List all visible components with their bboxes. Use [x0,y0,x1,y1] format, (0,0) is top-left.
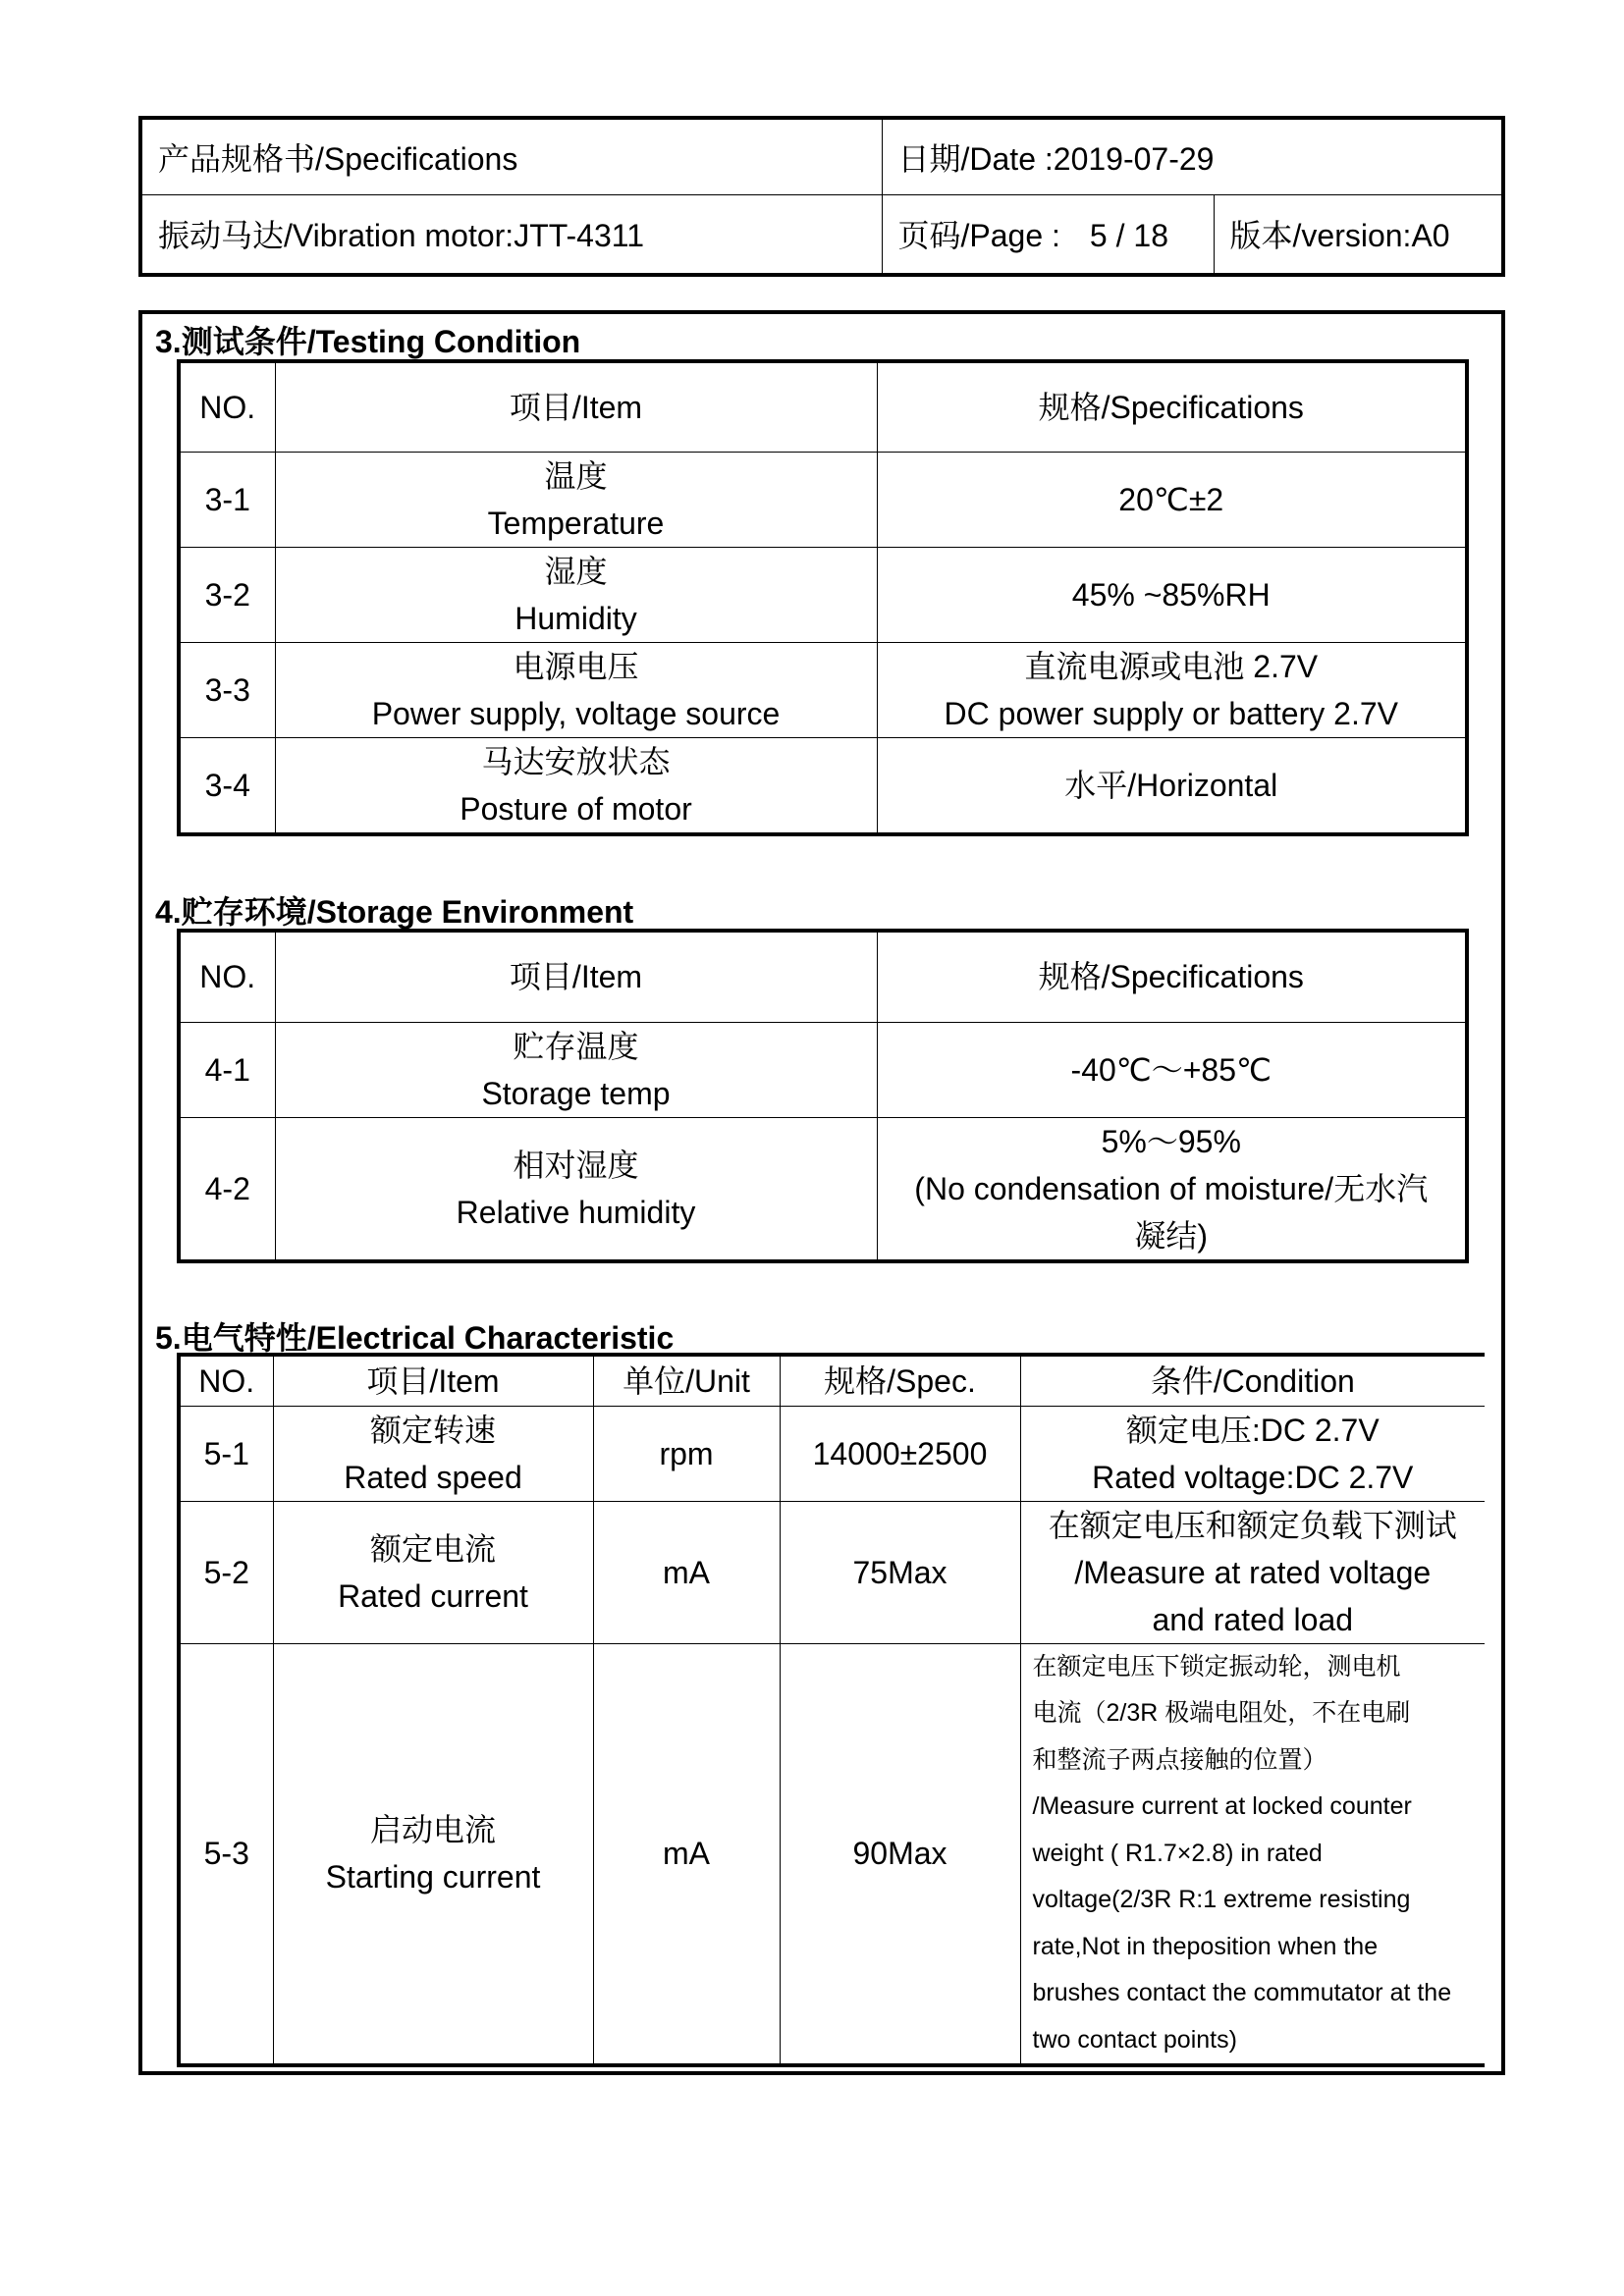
item-en: Posture of motor [460,790,692,827]
item-en: Storage temp [481,1075,671,1111]
condition-line: 电流（2/3R 极端电阻处，不在电刷 [1032,1699,1411,1727]
row-no: 3-4 [179,737,275,834]
column-header-unit: 单位/Unit [593,1355,780,1406]
row-no: 3-2 [179,547,275,642]
item-cn: 启动电流 [369,1812,496,1848]
column-header-no: NO. [179,1355,273,1406]
condition-line: 额定电压:DC 2.7V [1125,1412,1380,1448]
row-item [275,737,877,834]
item-cn: 额定电流 [369,1530,496,1567]
row-spec: 14000±2500 [780,1406,1020,1501]
row-item [275,1022,877,1117]
page-label: 页码/Page : [897,218,1060,254]
table-header-row [179,1355,1485,1406]
condition-line: voltage(2/3R R:1 extreme resisting [1032,1886,1411,1913]
item-en: Temperature [487,505,665,541]
table-row [179,547,1467,642]
item-en: Humidity [514,600,637,636]
spec-line: 凝结) [1134,1217,1209,1254]
row-no: 3-3 [179,642,275,737]
item-en: Power supply, voltage source [371,695,781,731]
electrical-characteristic-table [177,1353,1485,2067]
item-cn: 马达安放状态 [481,743,671,779]
column-header-spec: 规格/Specifications [877,931,1467,1022]
condition-line: brushes contact the commutator at the [1032,1979,1452,2006]
row-spec [877,1117,1467,1261]
row-condition [1020,1501,1485,1643]
row-item [273,1501,593,1643]
row-item [275,642,877,737]
table-row [179,1406,1485,1501]
spec-line: 直流电源或电池 2.7V [1024,648,1319,684]
item-cn: 电源电压 [513,648,639,684]
table-row [179,1117,1467,1261]
row-condition [1020,1643,1485,2065]
table-row [179,1643,1485,2065]
table-header-row [179,931,1467,1022]
spec-line: DC power supply or battery 2.7V [944,695,1398,731]
row-no: 5-2 [179,1501,273,1643]
document-version: 版本/version:A0 [1214,194,1503,275]
condition-line: 在额定电压下锁定振动轮，测电机 [1032,1652,1401,1681]
condition-line: 在额定电压和额定负载下测试 [1048,1507,1457,1543]
product-name: 振动马达/Vibration motor:JTT-4311 [140,194,882,275]
row-spec: 90Max [780,1643,1020,2065]
row-item [275,1117,877,1261]
section-title-storage [155,887,633,933]
section-title-en: /Storage Environment [306,894,634,930]
page-number [882,194,1214,275]
row-no: 4-2 [179,1117,275,1261]
item-cn: 相对湿度 [513,1147,639,1183]
table-row [179,642,1467,737]
row-item [273,1643,593,2065]
row-spec: 水平/Horizontal [877,737,1467,834]
row-item [275,452,877,547]
document-header [138,116,1505,277]
row-spec: 45% ~85%RH [877,547,1467,642]
column-header-item: 项目/Item [275,361,877,452]
item-en: Rated current [338,1577,528,1614]
item-cn: 额定转速 [369,1412,496,1448]
spec-line: 5%～95% [1101,1123,1241,1159]
row-item [275,547,877,642]
document-date: 日期/Date :2019-07-29 [882,118,1503,194]
row-unit: mA [593,1643,780,2065]
table-row [179,452,1467,547]
row-spec: -40℃～+85℃ [877,1022,1467,1117]
spec-line: (No condensation of moisture/无水汽 [914,1170,1429,1206]
section-title-cn: 电气特性 [181,1319,307,1357]
column-header-item: 项目/Item [275,931,877,1022]
section-title-cn: 贮存环境 [181,893,307,931]
condition-line: rate,Not in theposition when the [1032,1932,1379,1960]
section-title-testing [155,317,580,362]
table-header-row [179,361,1467,452]
row-item [273,1406,593,1501]
testing-condition-table [177,359,1469,836]
section-title-en: /Testing Condition [306,324,581,359]
row-no: 5-1 [179,1406,273,1501]
item-en: Relative humidity [456,1194,696,1230]
condition-line: /Measure at rated voltage [1074,1554,1432,1590]
row-no: 4-1 [179,1022,275,1117]
document-title: 产品规格书/Specifications [140,118,882,194]
storage-environment-table [177,929,1469,1263]
section-number: 5. [155,1320,182,1356]
column-header-item: 项目/Item [273,1355,593,1406]
item-cn: 温度 [544,457,608,494]
row-no: 3-1 [179,452,275,547]
condition-line: Rated voltage:DC 2.7V [1092,1459,1414,1495]
column-header-no: NO. [179,931,275,1022]
column-header-condition: 条件/Condition [1020,1355,1485,1406]
column-header-spec: 规格/Spec. [780,1355,1020,1406]
table-row [179,1501,1485,1643]
column-header-spec: 规格/Specifications [877,361,1467,452]
condition-line: and rated load [1152,1601,1354,1637]
section-number: 4. [155,894,182,930]
condition-line: /Measure current at locked counter [1032,1792,1412,1820]
row-unit: mA [593,1501,780,1643]
table-row [179,737,1467,834]
table-row [179,1022,1467,1117]
section-number: 3. [155,324,182,359]
row-spec: 20℃±2 [877,452,1467,547]
item-en: Starting current [325,1859,541,1896]
row-no: 5-3 [179,1643,273,2065]
page-value: 5 / 18 [1089,218,1168,254]
row-spec [877,642,1467,737]
section-title-en: /Electrical Characteristic [306,1320,675,1356]
item-en: Rated speed [344,1459,522,1495]
item-cn: 湿度 [544,553,608,589]
section-title-cn: 测试条件 [181,323,307,360]
row-spec: 75Max [780,1501,1020,1643]
condition-line: weight ( R1.7×2.8) in rated [1032,1839,1323,1867]
column-header-no: NO. [179,361,275,452]
item-cn: 贮存温度 [513,1028,639,1064]
row-condition [1020,1406,1485,1501]
condition-line: 和整流子两点接触的位置） [1032,1745,1327,1774]
row-unit: rpm [593,1406,780,1501]
condition-line: two contact points) [1032,2025,1237,2054]
